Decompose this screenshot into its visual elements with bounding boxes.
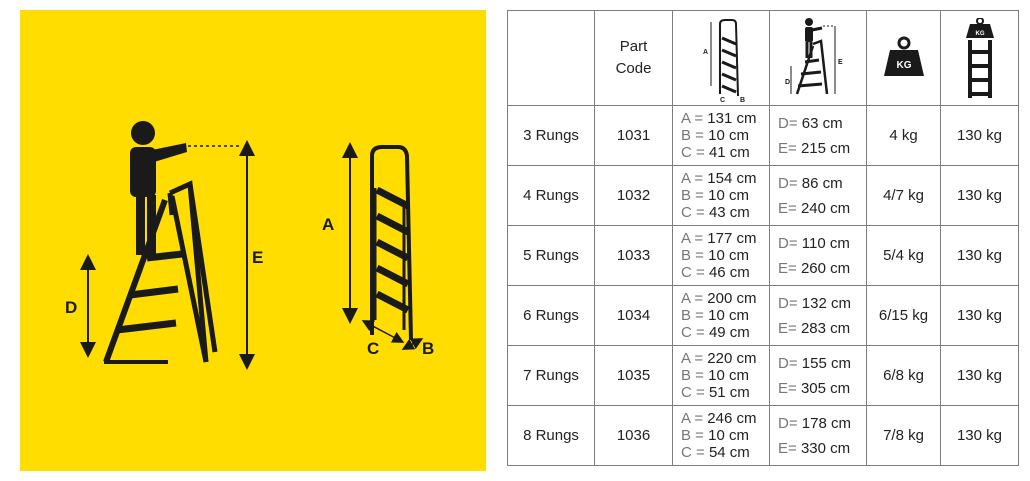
dim-d-value: 86 cm	[801, 174, 843, 192]
height-dims-cell	[770, 286, 867, 346]
table-row	[508, 346, 1019, 406]
dim-e-line	[778, 376, 866, 401]
ladder-dims-cell	[673, 106, 770, 166]
ladder-dimensions-icon	[690, 14, 752, 102]
header-ladder-dimensions	[673, 11, 770, 106]
dim-c-line	[681, 324, 769, 341]
table-header-row	[508, 11, 1019, 106]
max-load-cell: 130 kg	[941, 106, 1019, 166]
dim-b-key: B =	[681, 247, 704, 264]
dim-c-line	[681, 444, 769, 461]
dim-c-line	[681, 204, 769, 221]
weight-cell: 6/15 kg	[867, 286, 941, 346]
dim-b-key: B =	[681, 367, 704, 384]
table-row	[508, 226, 1019, 286]
dimension-b-arrow	[407, 341, 418, 347]
mini-label-d: D	[785, 79, 791, 86]
dim-b-value: 10 cm	[708, 367, 749, 384]
dim-c-value: 51 cm	[708, 384, 750, 401]
rungs-cell: 6 Rungs	[508, 286, 595, 346]
label-d: D	[65, 298, 78, 317]
label-c: C	[367, 339, 380, 358]
dim-a-value: 246 cm	[707, 410, 757, 427]
dim-b-value: 10 cm	[708, 127, 749, 144]
header-code-label: Code	[615, 60, 652, 77]
max-load-cell: 130 kg	[941, 346, 1019, 406]
dim-a-key: A =	[681, 350, 704, 367]
dim-a-value: 177 cm	[707, 230, 757, 247]
dim-e-value: 240 cm	[800, 199, 851, 217]
label-b: B	[422, 339, 435, 358]
table-body	[508, 106, 1019, 466]
dim-d-line	[778, 291, 866, 316]
max-load-cell: 130 kg	[941, 286, 1019, 346]
dim-b-line	[681, 367, 769, 384]
max-load-cell: 130 kg	[941, 166, 1019, 226]
dim-e-value: 260 cm	[800, 259, 851, 277]
height-dims-cell	[770, 166, 867, 226]
table-row	[508, 106, 1019, 166]
header-part-label: Part	[619, 38, 648, 55]
header-blank-cell	[508, 11, 595, 106]
folded-ladder	[372, 147, 411, 340]
specifications-table	[507, 10, 1019, 466]
dim-c-key: C =	[681, 384, 705, 401]
label-e: E	[252, 248, 264, 267]
dim-b-value: 10 cm	[708, 427, 749, 444]
ladder-dims-cell	[673, 166, 770, 226]
ladder-diagram-panel	[20, 10, 486, 471]
height-dims-cell	[770, 406, 867, 466]
dim-d-value: 132 cm	[801, 294, 851, 312]
dim-d-value: 178 cm	[801, 414, 851, 432]
dim-a-value: 200 cm	[707, 290, 757, 307]
dim-e-line	[778, 436, 866, 461]
dim-b-key: B =	[681, 307, 704, 324]
dim-c-key: C =	[681, 204, 705, 221]
dim-c-line	[681, 264, 769, 281]
dim-b-value: 10 cm	[708, 307, 749, 324]
dim-a-line	[681, 290, 769, 307]
dim-e-value: 283 cm	[800, 319, 851, 337]
dim-c-key: C =	[681, 264, 705, 281]
table-row	[508, 286, 1019, 346]
weight-cell: 6/8 kg	[867, 346, 941, 406]
ladder-side-view	[104, 184, 215, 362]
dim-d-value: 110 cm	[801, 234, 850, 252]
dim-b-key: B =	[681, 127, 704, 144]
dim-e-value: 305 cm	[800, 379, 851, 397]
height-dims-cell	[770, 346, 867, 406]
height-dims-cell	[770, 106, 867, 166]
dim-a-key: A =	[681, 410, 704, 427]
mini-label-b: B	[740, 97, 746, 102]
dim-a-line	[681, 410, 769, 427]
rungs-cell: 7 Rungs	[508, 346, 595, 406]
load-badge: KG	[975, 31, 984, 37]
table-row	[508, 166, 1019, 226]
max-load-icon	[960, 18, 1000, 98]
dim-c-line	[681, 384, 769, 401]
weight-badge: KG	[896, 60, 911, 71]
dim-e-key: E=	[778, 439, 797, 457]
dim-e-line	[778, 196, 866, 221]
dim-a-key: A =	[681, 230, 704, 247]
dim-d-key: D=	[778, 294, 798, 312]
dim-b-line	[681, 427, 769, 444]
dim-d-key: D=	[778, 174, 798, 192]
dim-a-value: 220 cm	[707, 350, 757, 367]
dim-d-key: D=	[778, 354, 798, 372]
dim-b-key: B =	[681, 427, 704, 444]
dim-c-key: C =	[681, 324, 705, 341]
dim-a-line	[681, 110, 769, 127]
dim-d-value: 63 cm	[801, 114, 843, 132]
header-part-code	[595, 11, 673, 106]
ladder-diagram	[20, 10, 486, 471]
dim-b-value: 10 cm	[708, 187, 749, 204]
part-code-cell: 1035	[595, 346, 673, 406]
dim-d-line	[778, 411, 866, 436]
weight-cell: 4/7 kg	[867, 166, 941, 226]
dim-d-key: D=	[778, 234, 798, 252]
person-height-icon	[785, 14, 851, 102]
ladder-dims-cell	[673, 406, 770, 466]
mini-label-c: C	[720, 97, 726, 102]
dim-c-value: 54 cm	[708, 444, 750, 461]
dim-e-line	[778, 256, 866, 281]
dim-d-line	[778, 231, 866, 256]
dim-c-value: 43 cm	[708, 204, 750, 221]
header-weight	[867, 11, 941, 106]
dim-b-value: 10 cm	[708, 247, 749, 264]
header-person-height	[770, 11, 867, 106]
weight-cell: 5/4 kg	[867, 226, 941, 286]
dim-b-line	[681, 127, 769, 144]
rungs-cell: 4 Rungs	[508, 166, 595, 226]
dim-e-line	[778, 136, 866, 161]
max-load-cell: 130 kg	[941, 226, 1019, 286]
rungs-cell: 5 Rungs	[508, 226, 595, 286]
dim-a-line	[681, 350, 769, 367]
dim-c-key: C =	[681, 444, 705, 461]
dim-a-line	[681, 170, 769, 187]
mini-label-e: E	[838, 59, 843, 66]
dim-c-value: 46 cm	[708, 264, 750, 281]
dim-e-key: E=	[778, 319, 797, 337]
dim-d-key: D=	[778, 414, 798, 432]
weight-cell: 7/8 kg	[867, 406, 941, 466]
dim-d-value: 155 cm	[801, 354, 851, 372]
dim-c-line	[681, 144, 769, 161]
part-code-cell: 1036	[595, 406, 673, 466]
dim-b-line	[681, 247, 769, 264]
dim-d-line	[778, 171, 866, 196]
dim-a-key: A =	[681, 290, 704, 307]
dim-d-line	[778, 351, 866, 376]
part-code-cell: 1032	[595, 166, 673, 226]
rungs-cell: 3 Rungs	[508, 106, 595, 166]
dim-d-key: D=	[778, 114, 798, 132]
weight-cell: 4 kg	[867, 106, 941, 166]
height-dims-cell	[770, 226, 867, 286]
dim-e-key: E=	[778, 139, 797, 157]
part-code-cell: 1034	[595, 286, 673, 346]
dim-e-value: 330 cm	[800, 439, 851, 457]
dim-a-value: 154 cm	[707, 170, 757, 187]
ladder-dims-cell	[673, 286, 770, 346]
dim-e-key: E=	[778, 259, 797, 277]
dim-c-value: 49 cm	[708, 324, 750, 341]
table-row	[508, 406, 1019, 466]
dim-d-line	[778, 111, 866, 136]
dim-e-key: E=	[778, 379, 797, 397]
weight-icon	[882, 36, 926, 80]
max-load-cell: 130 kg	[941, 406, 1019, 466]
dim-a-value: 131 cm	[707, 110, 757, 127]
dim-e-key: E=	[778, 199, 797, 217]
part-code-cell: 1033	[595, 226, 673, 286]
part-code-cell: 1031	[595, 106, 673, 166]
header-max-load	[941, 11, 1019, 106]
dim-c-key: C =	[681, 144, 705, 161]
dim-b-key: B =	[681, 187, 704, 204]
ladder-dims-cell	[673, 346, 770, 406]
dim-e-line	[778, 316, 866, 341]
dim-c-value: 41 cm	[708, 144, 750, 161]
dim-a-key: A =	[681, 110, 704, 127]
ladder-dims-cell	[673, 226, 770, 286]
dim-e-value: 215 cm	[800, 139, 851, 157]
dim-b-line	[681, 307, 769, 324]
dim-b-line	[681, 187, 769, 204]
dim-a-line	[681, 230, 769, 247]
label-a: A	[322, 215, 335, 234]
rungs-cell: 8 Rungs	[508, 406, 595, 466]
dim-a-key: A =	[681, 170, 704, 187]
mini-label-a: A	[703, 49, 709, 56]
